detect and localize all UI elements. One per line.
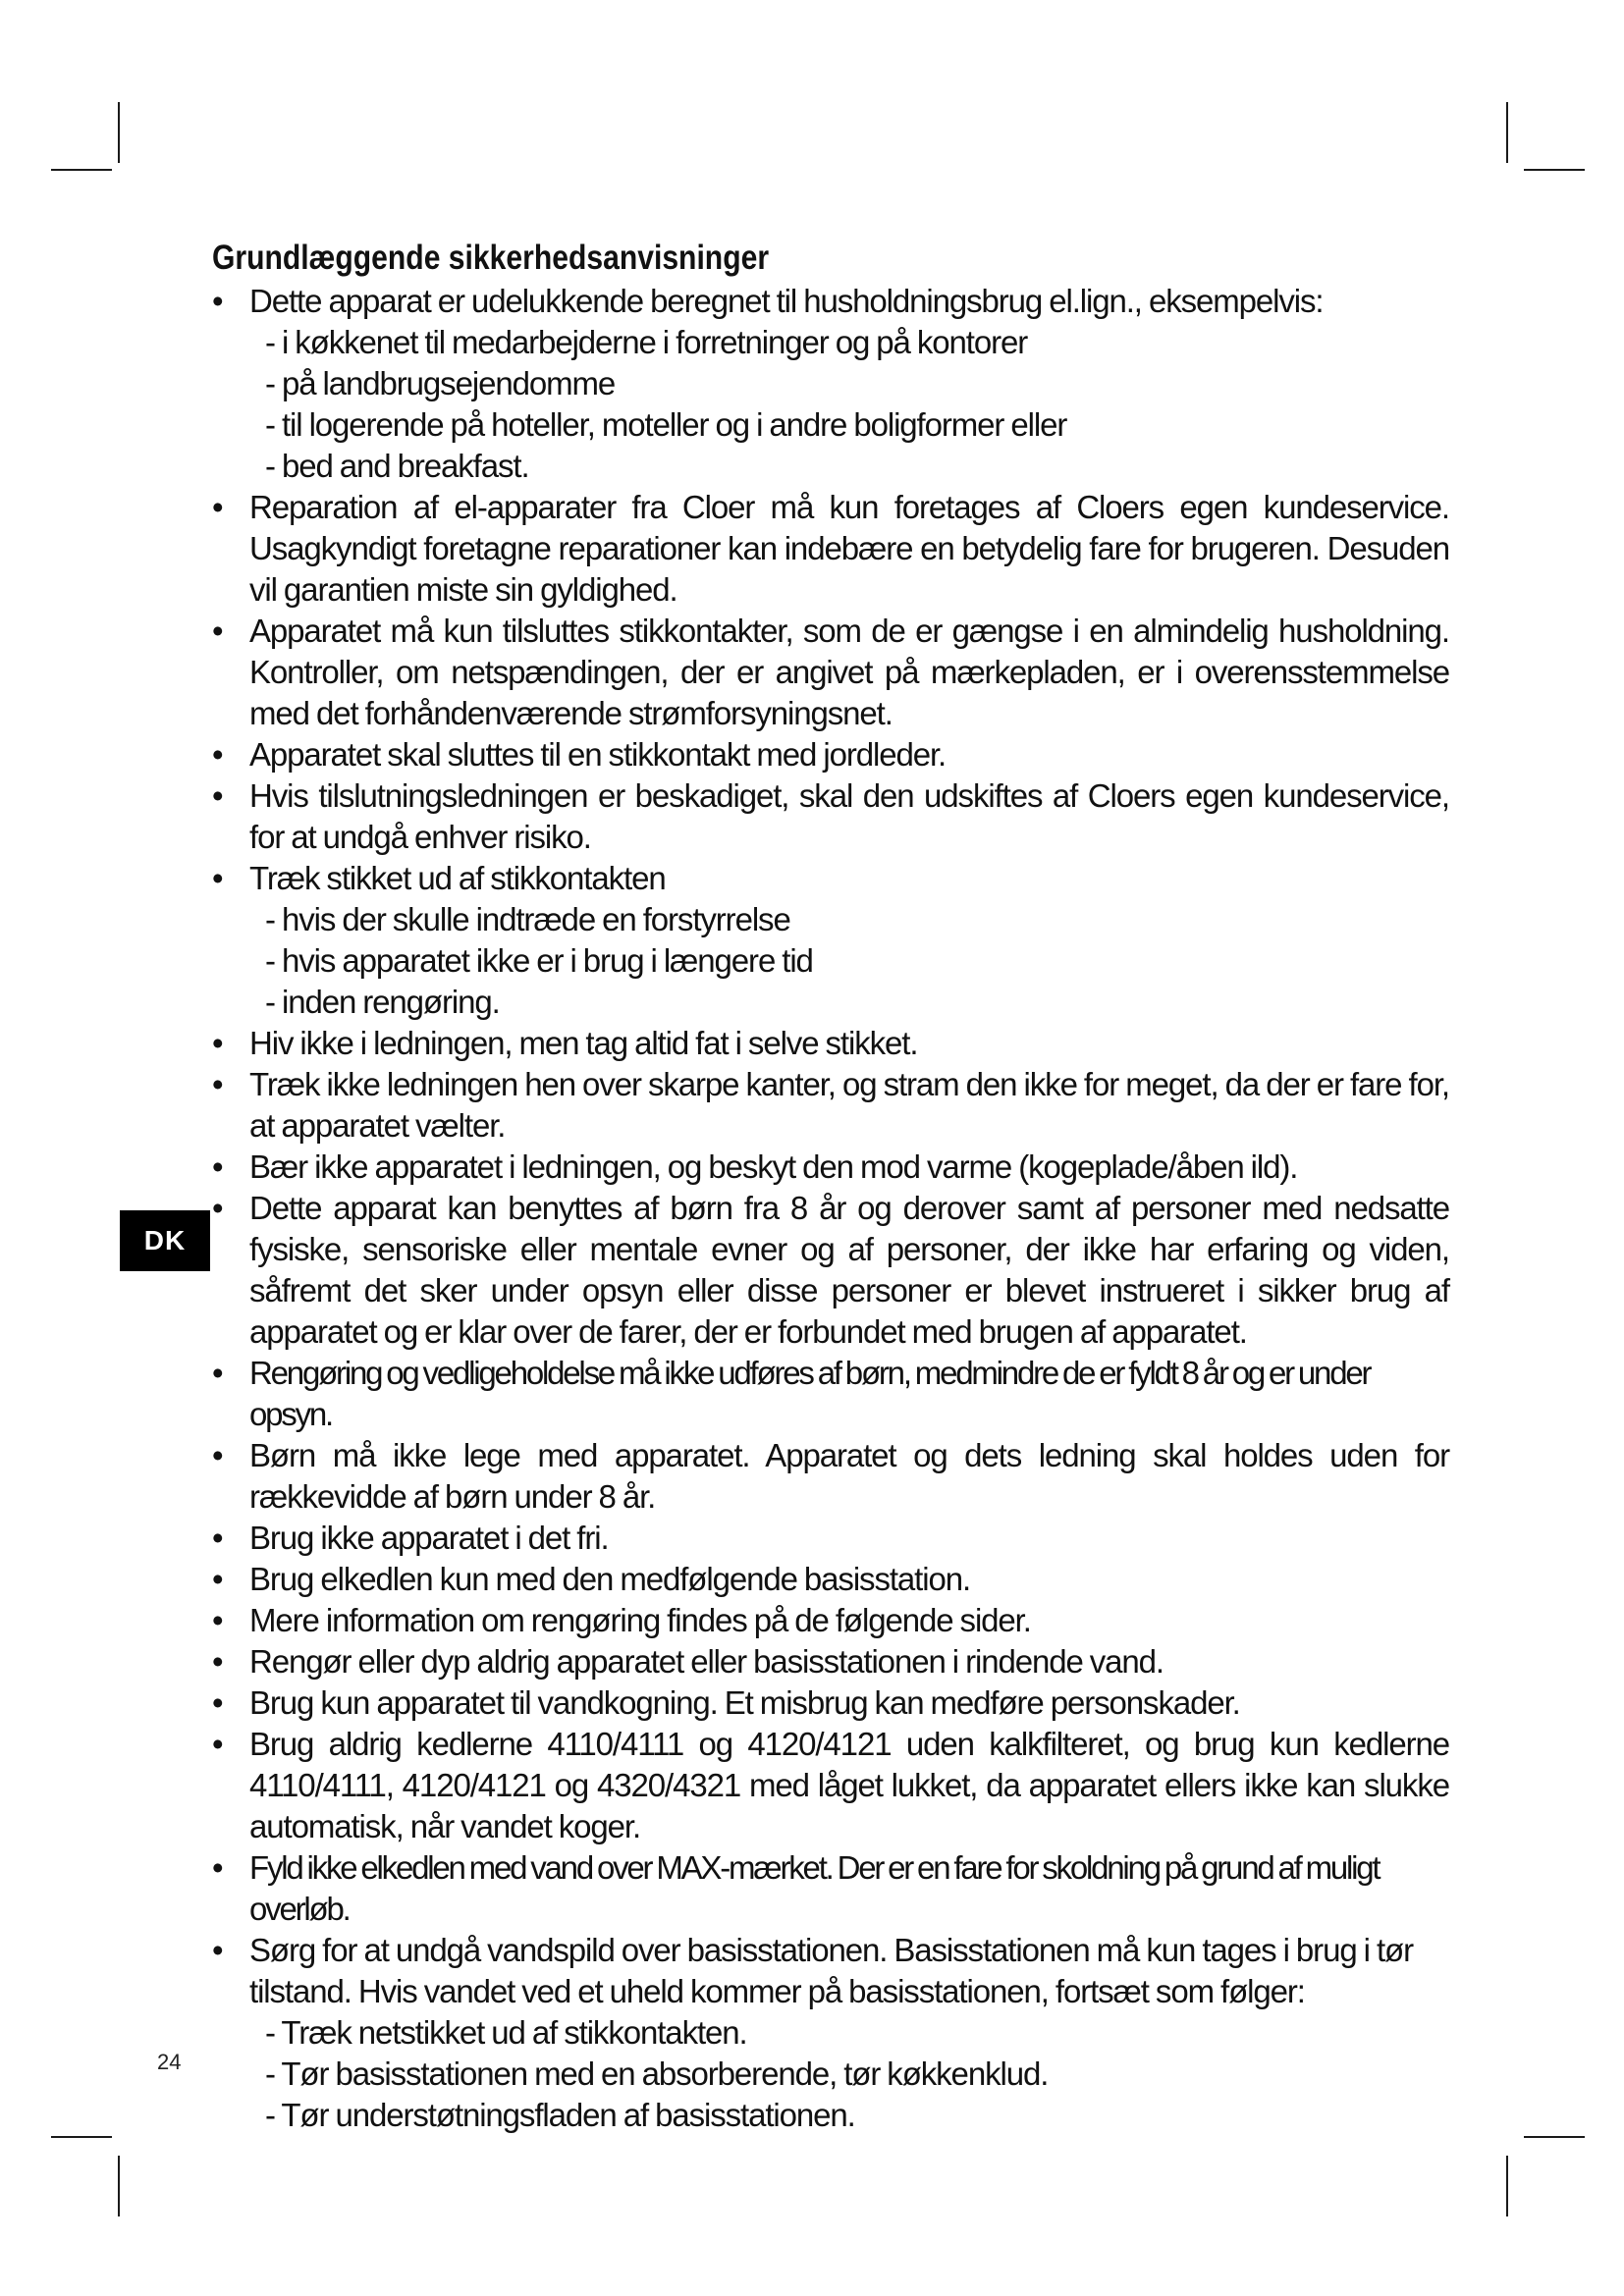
crop-mark — [51, 2136, 112, 2138]
list-item: • Brug elkedlen kun med den medfølgende basisstation. — [212, 1559, 1449, 1600]
list-item: • Brug kun apparatet til vandkogning. Et misbrug kan medføre personskader. — [212, 1682, 1449, 1724]
sub-list — [249, 2012, 1449, 2136]
list-item: • Brug aldrig kedlerne 4110/4111 og 4120/4121 uden kalkfilteret, og brug kun kedlerne 4110/4111, 4120/4121 og 4320/4321 med låget lukket, da apparatet ellers ikke kan slukke automatisk, når vandet koger. — [212, 1724, 1449, 1847]
list-item: • Hiv ikke i ledningen, men tag altid fat i selve stikket. — [212, 1023, 1449, 1064]
crop-mark — [1524, 2136, 1585, 2138]
page-number: 24 — [157, 2050, 182, 2074]
sub-list — [249, 322, 1449, 487]
list-item: • Apparatet må kun tilsluttes stikkontakter, som de er gængse i en almindelig husholdning. Kontroller, om netspændingen, der er angivet på mærkepladen, er i overensstemmelse med det forhåndenværende strømforsyningsnet. — [212, 611, 1449, 734]
list-item: • Dette apparat kan benyttes af børn fra 8 år og derover samt af personer med nedsatte fysiske, sensoriske eller mentale evner og af personer, der ikke har erfaring og viden, såfremt det sker under opsyn eller disse personer er blevet instrueret i sikker brug af apparatet og er klar over de farer, der er forbundet med brugen af apparatet. — [212, 1188, 1449, 1353]
sub-list-item: - på landbrugsejendomme — [265, 363, 1449, 404]
list-item: • Børn må ikke lege med apparatet. Apparatet og dets ledning skal holdes uden for rækkevidde af børn under 8 år. — [212, 1435, 1449, 1518]
page-content — [212, 238, 1449, 2136]
list-item: • Træk stikket ud af stikkontakten - hvis der skulle indtræde en forstyrrelse - hvis apparatet ikke er i brug i længere tid - inden rengøring. — [212, 858, 1449, 1023]
sub-list-item: - til logerende på hoteller, moteller og i andre boligformer eller — [265, 404, 1449, 446]
sub-list-item: - hvis der skulle indtræde en forstyrrelse — [265, 899, 1449, 940]
sub-list-item: - Træk netstikket ud af stikkontakten. — [265, 2012, 1449, 2054]
list-item: • Brug ikke apparatet i det fri. — [212, 1518, 1449, 1559]
list-item: • Hvis tilslutningsledningen er beskadiget, skal den udskiftes af Cloers egen kundeservice, for at undgå enhver risiko. — [212, 775, 1449, 858]
crop-mark — [118, 2156, 120, 2216]
sub-list-item: - bed and breakfast. — [265, 446, 1449, 487]
crop-mark — [118, 102, 120, 163]
list-item: • Apparatet skal sluttes til en stikkontakt med jordleder. — [212, 734, 1449, 775]
crop-mark — [51, 169, 112, 171]
sub-list-item: - hvis apparatet ikke er i brug i længere tid — [265, 940, 1449, 982]
sub-list-item: - inden rengøring. — [265, 982, 1449, 1023]
page-title: Grundlæggende sikkerhedsanvisninger — [212, 239, 770, 277]
crop-mark — [1506, 102, 1508, 163]
list-item: • Rengør eller dyp aldrig apparatet eller basisstationen i rindende vand. — [212, 1641, 1449, 1682]
sub-list-item: - Tør basisstationen med en absorberende, tør køkkenklud. — [265, 2054, 1449, 2095]
sub-list-item: - i køkkenet til medarbejderne i forretninger og på kontorer — [265, 322, 1449, 363]
list-item: • Sørg for at undgå vandspild over basisstationen. Basisstationen må kun tages i brug i tør tilstand. Hvis vandet ved et uheld kommer på basisstationen, fortsæt som følger: - Træk netstikket ud af stikkontakten. - Tør basisstationen med en absorberende, tør køkkenklud. - Tør understøtningsfladen af basisstationen. — [212, 1930, 1449, 2136]
crop-mark — [1524, 169, 1585, 171]
crop-mark — [1506, 2156, 1508, 2216]
list-item: • Dette apparat er udelukkende beregnet til husholdningsbrug el.lign., eksempelvis: - i køkkenet til medarbejderne i forretninger og på kontorer - på landbrugsejendomme - til logerende på hoteller, moteller og i andre boligformer eller - bed and breakfast. — [212, 281, 1449, 487]
language-tab: DK — [120, 1210, 210, 1271]
list-item: • Træk ikke ledningen hen over skarpe kanter, og stram den ikke for meget, da der er fare for, at apparatet vælter. — [212, 1064, 1449, 1147]
list-item: • Fyld ikke elkedlen med vand over MAX-mærket. Der er en fare for skoldning på grund af muligt overløb. — [212, 1847, 1449, 1930]
sub-list-item: - Tør understøtningsfladen af basisstationen. — [265, 2095, 1449, 2136]
list-item: • Mere information om rengøring findes på de følgende sider. — [212, 1600, 1449, 1641]
list-item: • Rengøring og vedligeholdelse må ikke udføres af børn, medmindre de er fyldt 8 år og er under opsyn. — [212, 1353, 1449, 1435]
list-item: • Bær ikke apparatet i ledningen, og beskyt den mod varme (kogeplade/åben ild). — [212, 1147, 1449, 1188]
sub-list — [249, 899, 1449, 1023]
list-item: • Reparation af el-apparater fra Cloer må kun foretages af Cloers egen kundeservice. Usagkyndigt foretagne reparationer kan indebære en betydelig fare for brugeren. Desuden vil garantien miste sin gyldighed. — [212, 487, 1449, 611]
safety-list — [212, 281, 1449, 2136]
